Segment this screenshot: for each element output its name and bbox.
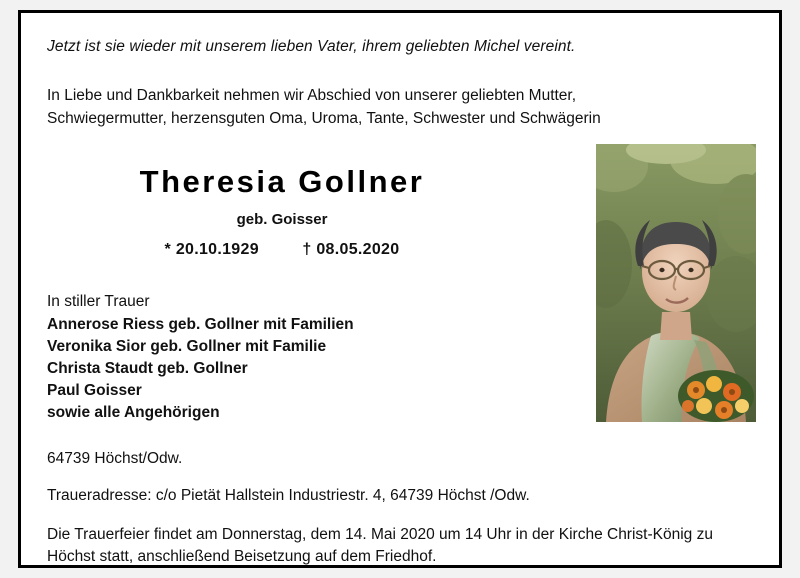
deceased-name: Theresia Gollner bbox=[139, 164, 425, 200]
service-info-text: Die Trauerfeier findet am Donnerstag, dem 14. Mai 2020 um 14 Uhr in der Kirche Christ-König zu Höchst statt, anschließend Beisetzung auf dem Friedhof. bbox=[47, 526, 713, 566]
mourning-address-text: Traueradresse: c/o Pietät Hallstein Industriestr. 4, 64739 Höchst /Odw. bbox=[47, 487, 530, 505]
mourners-title: In stiller Trauer bbox=[47, 293, 150, 311]
maiden-name: geb. Goisser bbox=[236, 211, 328, 229]
epitaph-text: Jetzt ist sie wieder mit unserem lieben Vater, ihrem geliebten Michel vereint. bbox=[47, 38, 576, 55]
portrait-photo-image bbox=[596, 144, 756, 422]
list-item: sowie alle Angehörigen bbox=[47, 404, 220, 422]
birth-date: * 20.10.1929 bbox=[164, 241, 259, 259]
intro-text: In Liebe und Dankbarkeit nehmen wir Abschied von unserer geliebten Mutter, Schwiegermutter, herzensguten Oma, Uroma, Tante, Schwester und Schwägerin bbox=[47, 87, 601, 127]
list-item: Paul Goisser bbox=[47, 382, 142, 400]
place-text: 64739 Höchst/Odw. bbox=[47, 450, 183, 468]
obituary-card bbox=[18, 10, 782, 568]
name-block bbox=[47, 164, 517, 259]
obituary-content bbox=[21, 13, 779, 565]
life-dates bbox=[47, 241, 517, 259]
portrait-photo bbox=[596, 144, 756, 422]
list-item: Christa Staudt geb. Gollner bbox=[47, 360, 248, 378]
list-item: Annerose Riess geb. Gollner mit Familien bbox=[47, 316, 354, 334]
death-date: † 08.05.2020 bbox=[302, 241, 400, 259]
list-item: Veronika Sior geb. Gollner mit Familie bbox=[47, 338, 327, 356]
